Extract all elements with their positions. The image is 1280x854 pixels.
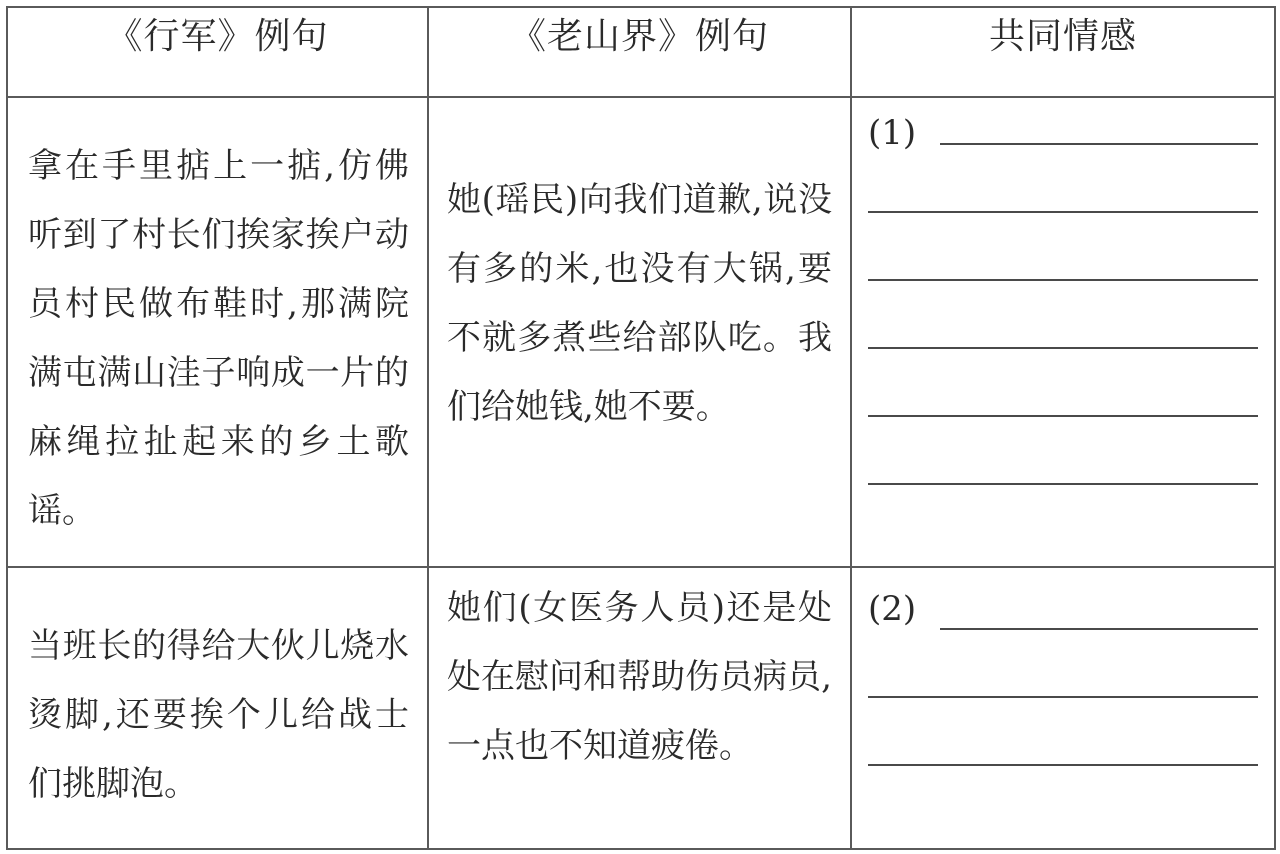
laoshanjie-example-cell bbox=[428, 97, 851, 567]
answer-blank-line[interactable] bbox=[940, 143, 1258, 145]
answer-cell[interactable] bbox=[851, 97, 1275, 567]
answer-blank-line[interactable] bbox=[868, 347, 1258, 349]
worksheet-table bbox=[6, 6, 1276, 850]
laoshanjie-example-text: 她们(女医务人员)还是处处在慰问和帮助伤员病员,一点也不知道疲倦。 bbox=[447, 588, 832, 766]
table-row bbox=[7, 97, 1275, 567]
answer-blank-line[interactable] bbox=[940, 628, 1258, 630]
answer-cell[interactable] bbox=[851, 567, 1275, 849]
answer-blank-line[interactable] bbox=[868, 279, 1258, 281]
laoshanjie-example-cell bbox=[428, 567, 851, 849]
header-march-examples: 《行军》例句 bbox=[7, 7, 428, 97]
table-row bbox=[7, 567, 1275, 849]
answer-blank-line[interactable] bbox=[868, 415, 1258, 417]
laoshanjie-example-text: 她(瑶民)向我们道歉,说没有多的米,也没有大锅,要不就多煮些给部队吃。我们给她钱,她不要。 bbox=[447, 180, 832, 427]
header-laoshanjie-examples: 《老山界》例句 bbox=[428, 7, 851, 97]
answer-blank-line[interactable] bbox=[868, 211, 1258, 213]
march-example-cell bbox=[7, 97, 428, 567]
answer-blank-line[interactable] bbox=[868, 696, 1258, 698]
answer-blank-line[interactable] bbox=[868, 764, 1258, 766]
answer-label: (2) bbox=[868, 589, 917, 629]
header-row bbox=[7, 7, 1275, 97]
march-example-cell bbox=[7, 567, 428, 849]
march-example-text: 拿在手里掂上一掂,仿佛听到了村长们挨家挨户动员村民做布鞋时,那满院满屯满山洼子响成一片的麻绳拉扯起来的乡土歌谣。 bbox=[28, 146, 409, 531]
header-shared-emotion: 共同情感 bbox=[851, 7, 1275, 97]
answer-label: (1) bbox=[868, 113, 917, 153]
answer-blank-line[interactable] bbox=[868, 483, 1258, 485]
march-example-text: 当班长的得给大伙儿烧水烫脚,还要挨个儿给战士们挑脚泡。 bbox=[28, 626, 409, 804]
